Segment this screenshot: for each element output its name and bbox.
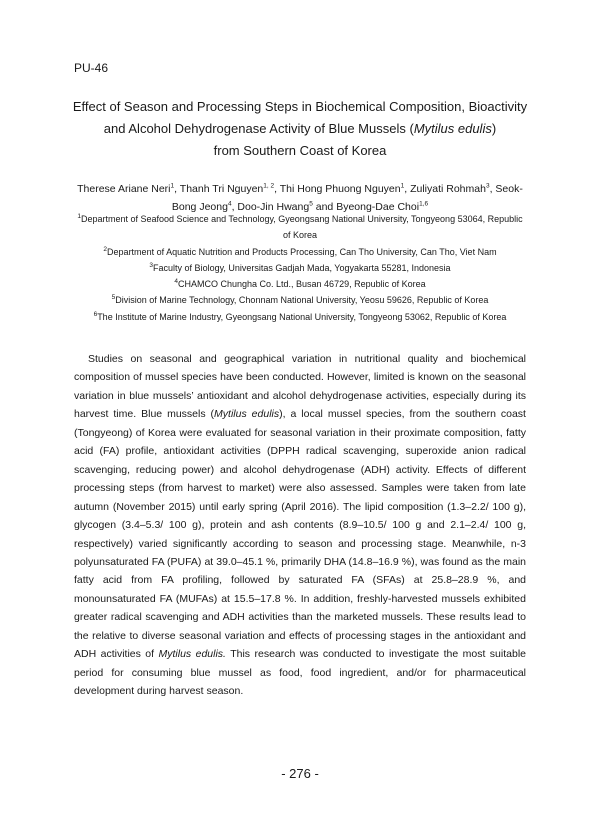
author-affiliation-mark: 1, 2 (263, 182, 275, 190)
title-line-2-post: ) (491, 121, 497, 136)
affiliation-item (74, 244, 526, 260)
affiliation-item (74, 211, 526, 244)
paper-title (60, 96, 540, 162)
author-name: Thanh Tri Nguyen (179, 183, 264, 195)
abstract-text-2: ), a local mussel species, from the southern coast (Tongyeong) of Korea were evaluated for seasonal variation in their proximate composition, fatty acid (FA) profile, antioxidant activities (DPPH radical scavenging, superoxide anion radical scavenging, reducing power) and alcohol dehydrogenase (ADH) activity. Effects of different processing steps (from harvest to market) were also assessed. Samples were taken from late autumn (November 2015) until early spring (April 2016). The lipid composition (1.3–2.2/ 100 g), glycogen (3.4–5.3/ 100 g), protein and ash contents (8.9–10.5/ 100 g and 2.1–2.4/ 100 g, respectively) varied significantly according to season and processing stage. Meanwhile, n-3 polyunsaturated FA (PUFA) at 39.0–45.1 %, primarily DHA (14.8–16.9 %), was found as the main fatty acid from FA profiling, followed by saturated FA (SFAs) at 25.8–28.9 %, and monounsaturated FA (MUFAs) at 15.5–17.8 %. In addition, freshly-harvested mussels exhibited greater radical scavenging and ADH activities than the marketed mussels. These results lead to the relative to diverse seasonal variation and effects of processing stages in the antioxidant and ADH activities of (74, 408, 526, 661)
poster-code: PU-46 (74, 61, 109, 75)
affiliation-mark: 4 (174, 278, 178, 286)
title-line-1: Effect of Season and Processing Steps in Biochemical Composition, Bioactivity (72, 99, 528, 114)
affiliation-list (74, 211, 526, 325)
affiliation-text: Faculty of Biology, Universitas Gadjah Mada, Yogyakarta 55281, Indonesia (153, 262, 451, 273)
affiliation-item (74, 260, 526, 276)
affiliation-text: Division of Marine Technology, Chonnam National University, Yeosu 59626, Republic of Korea (115, 295, 489, 306)
affiliation-text: Department of Seafood Science and Technology, Gyeongsang National University, Tongyeong 53064, Republic of Korea (81, 214, 523, 241)
abstract-text-1: Studies on seasonal and geographical variation in nutritional quality and biochemical composition of mussel species have been conducted. However, limited is known on the seasonal variation in blue mussels’ antioxidant and alcohol dehydrogenase activities, especially during its harvest time. Blue mussels ( (74, 353, 526, 421)
author-name: Thi Hong Phuong Nguyen (279, 183, 401, 195)
author-affiliation-mark: 1 (170, 182, 175, 190)
affiliation-mark: 6 (93, 310, 98, 318)
title-line-2-pre: and Alcohol Dehydrogenase Activity of Blue Mussels ( (103, 121, 414, 136)
author-name: Seok-Bong Jeong (171, 183, 523, 213)
abstract-text-3: This research was conducted to investigate the most suitable period for consuming blue mussel as food, food ingredient, and/or for pharmaceutical development during harvest season. (74, 648, 526, 698)
affiliation-mark: 3 (149, 261, 154, 269)
affiliation-text: CHAMCO Chungha Co. Ltd., Busan 46729, Republic of Korea (177, 279, 426, 290)
author-separator: , (274, 183, 280, 195)
author-name: Therese Ariane Neri (77, 183, 171, 195)
affiliation-item (74, 309, 526, 325)
author-separator: , (174, 183, 180, 195)
author-separator: , (489, 183, 496, 195)
author-name: Byeong-Dae Choi (336, 201, 420, 213)
abstract-species-1: Mytilus edulis (214, 408, 280, 421)
affiliation-mark: 2 (103, 245, 108, 253)
affiliation-text: The Institute of Marine Industry, Gyeongsang National University, Tongyeong 53062, Republic of Korea (97, 311, 507, 322)
affiliation-item (74, 292, 526, 308)
title-line-2 (60, 118, 540, 140)
author-affiliation-mark: 4 (227, 200, 232, 208)
abstract-species-2: Mytilus edulis. (158, 648, 226, 661)
author-affiliation-mark: 1,6 (419, 200, 429, 208)
author-affiliation-mark: 3 (485, 182, 490, 190)
author-separator: and (312, 201, 337, 213)
author-separator: , (404, 183, 411, 195)
affiliation-mark: 1 (77, 213, 81, 220)
author-affiliation-mark: 1 (400, 182, 405, 190)
affiliation-mark: 5 (111, 294, 116, 302)
author-name: Doo-Jin Hwang (237, 201, 310, 213)
affiliation-item (74, 276, 526, 292)
abstract-body (74, 350, 526, 701)
author-affiliation-mark: 5 (309, 200, 313, 208)
title-line-3: from Southern Coast of Korea (213, 143, 387, 158)
author-name: Zuliyati Rohmah (410, 183, 486, 195)
title-species: Mytilus edulis (413, 121, 492, 136)
author-separator: , (231, 201, 238, 213)
page-number: - 276 - (281, 766, 319, 781)
affiliation-text: Department of Aquatic Nutrition and Products Processing, Can Tho University, Can Tho, Viet Nam (107, 246, 497, 257)
